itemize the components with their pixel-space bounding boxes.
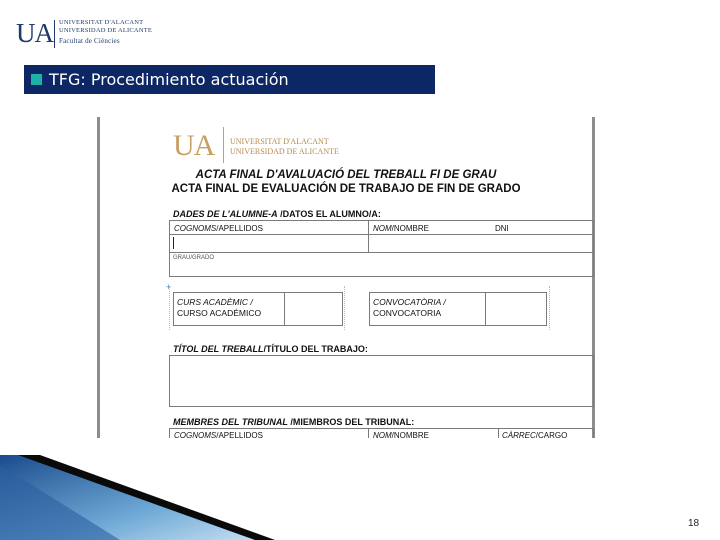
- tribunal-col-apellidos: COGNOMS/APELLIDOS: [174, 431, 263, 438]
- logo-faculty: Facultat de Ciències: [59, 37, 120, 45]
- document-left-edge: [97, 117, 100, 438]
- tribunal-col-cargo: CÀRREC/CARGO: [502, 431, 568, 438]
- logo-univ-spanish: UNIVERSIDAD DE ALICANTE: [59, 27, 153, 34]
- student-section-label: DADES DE L'ALUMNE-A /DATOS EL ALUMNO/A:: [173, 209, 381, 219]
- page-number: 18: [688, 518, 700, 529]
- document-logo-divider: [223, 127, 224, 163]
- slide-title-bar: [24, 65, 435, 94]
- col-nombre: NOM/NOMBRE: [373, 224, 430, 233]
- anchor-mark: +: [166, 282, 172, 292]
- text-cursor: [173, 237, 174, 249]
- logo-divider: [54, 20, 55, 48]
- titulo-box: [169, 355, 594, 407]
- logo-univ-valencian: UNIVERSITAT D'ALACANT: [59, 19, 144, 26]
- document-heading-valencian: ACTA FINAL D'AVALUACIÓ DEL TREBALL FI DE GRAU: [195, 169, 497, 181]
- titulo-section-label: TÍTOL DEL TREBALL/TÍTULO DEL TRABAJO:: [173, 344, 368, 354]
- square-bullet-icon: [31, 74, 42, 85]
- logo-initials: UA: [16, 18, 53, 48]
- footer-swoosh-decoration: [0, 455, 300, 540]
- curso-label: CURS ACADÈMIC / CURSO ACADÉMICO: [177, 297, 262, 318]
- document-heading-spanish: ACTA FINAL DE EVALUACIÓN DE TRABAJO DE FIN DE GRADO: [171, 183, 521, 195]
- grado-label: GRAU/GRADO: [173, 255, 215, 261]
- document-preview: [97, 117, 595, 438]
- document-univ-valencian: UNIVERSITAT D'ALACANT: [230, 137, 329, 146]
- tribunal-col-nombre: NOM/NOMBRE: [373, 431, 430, 438]
- col-dni: DNI: [495, 224, 509, 233]
- tribunal-section-label: MEMBRES DEL TRIBUNAL /MIEMBROS DEL TRIBUNAL:: [173, 417, 415, 427]
- convocatoria-label: CONVOCATÒRIA / CONVOCATORIA: [373, 297, 446, 318]
- col-apellidos: COGNOMS/APELLIDOS: [174, 224, 263, 233]
- document-logo-initials: UA: [173, 129, 215, 162]
- document-univ-spanish: UNIVERSIDAD DE ALICANTE: [230, 147, 339, 156]
- document-logo-text: [230, 137, 339, 157]
- slide-title: TFG: Procedimiento actuación: [49, 70, 289, 89]
